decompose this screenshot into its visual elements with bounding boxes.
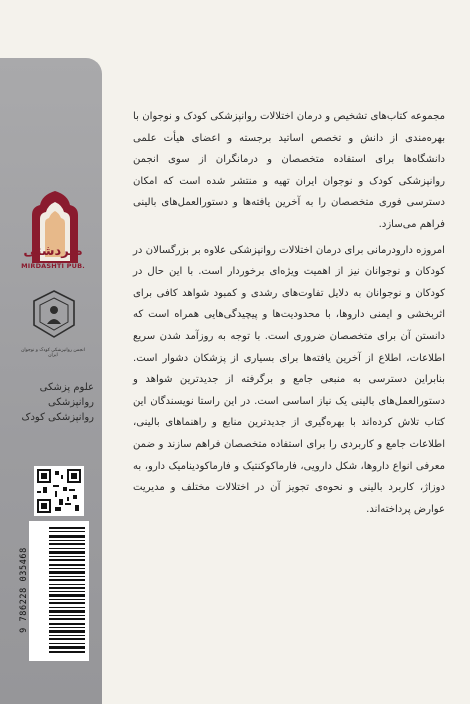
series-line-2: روانپزشکی (48, 397, 94, 408)
series-line-3: روانپزشکی کودک (21, 412, 94, 423)
back-cover-description (133, 106, 445, 520)
description-paragraph-1: مجموعه کتاب‌های تشخیص و درمان اختلالات روانپزشکی کودک و نوجوان با بهره‌مندی از دانش و تخصص اساتید برجسته و اعضای هیأت علمی دانشگاه‌ها برای استفاده متخصصان و درمانگران از سوی انجمن روانپزشکی کودک و نوجوان ایران تهیه و منتشر شده است که امکان دسترسی فوری متخصصان را به آخرین یافته‌ها و دستورالعمل‌های بالینی فراهم می‌سازد. (133, 111, 445, 230)
isbn-number: 9 786228 035468 (19, 547, 29, 633)
barcode-icon (31, 523, 87, 659)
council-emblem-caption: انجمن روانپزشکی کودک و نوجوان ایران (21, 348, 85, 359)
publisher-logo-text: میردشتی (23, 244, 83, 259)
qr-code (34, 466, 84, 516)
council-emblem-icon (30, 288, 78, 346)
series-line-1: علوم پزشکی (39, 382, 94, 393)
isbn-barcode (29, 521, 89, 661)
description-paragraph-2: امروزه دارودرمانی برای درمان اختلالات روانپزشکی علاوه بر بزرگسالان در کودکان و نوجوانان نیز از اهمیت ویژه‌ای برخوردار است. با این حال در کودکان و نوجوانان به دلایل تفاوت‌های رشدی و کمبود شواهد کافی برای اثربخشی و ایمنی داروها، با محدودیت‌ها و پیچیدگی‌هایی همراه است که دانستن آن برای متخصصان ضروری است. با توجه به روزآمد شدن سریع اطلاعات، اطلاع از آخرین یافته‌ها برای بسیاری از پزشکان دشوار است. بنابراین دسترسی به منبعی جامع و برگرفته از جدیدترین شواهد و دستورالعمل‌های بالینی یک نیاز اساسی است. در این راستا نویسندگان این کتاب تلاش کرده‌اند با بهره‌گیری از جدیدترین منابع و راهنماهای بالینی، اطلاعات جامع و کاربردی را برای استفاده متخصصان فراهم سازند و ضمن معرفی انواع داروها، شکل دارویی، فارماکوکنتیک و فارماکودینامیک دارو، به دوزاژ، کاربرد بالینی و نحوه‌ی تجویز آن در اختلالات مختلف و مدیریت عوارض پرداخته‌اند. (133, 244, 445, 515)
side-band (0, 58, 102, 704)
subject-series (16, 380, 94, 425)
qr-code-icon (37, 469, 81, 513)
publisher-caption: MIRDASHTI PUB. (21, 262, 85, 270)
